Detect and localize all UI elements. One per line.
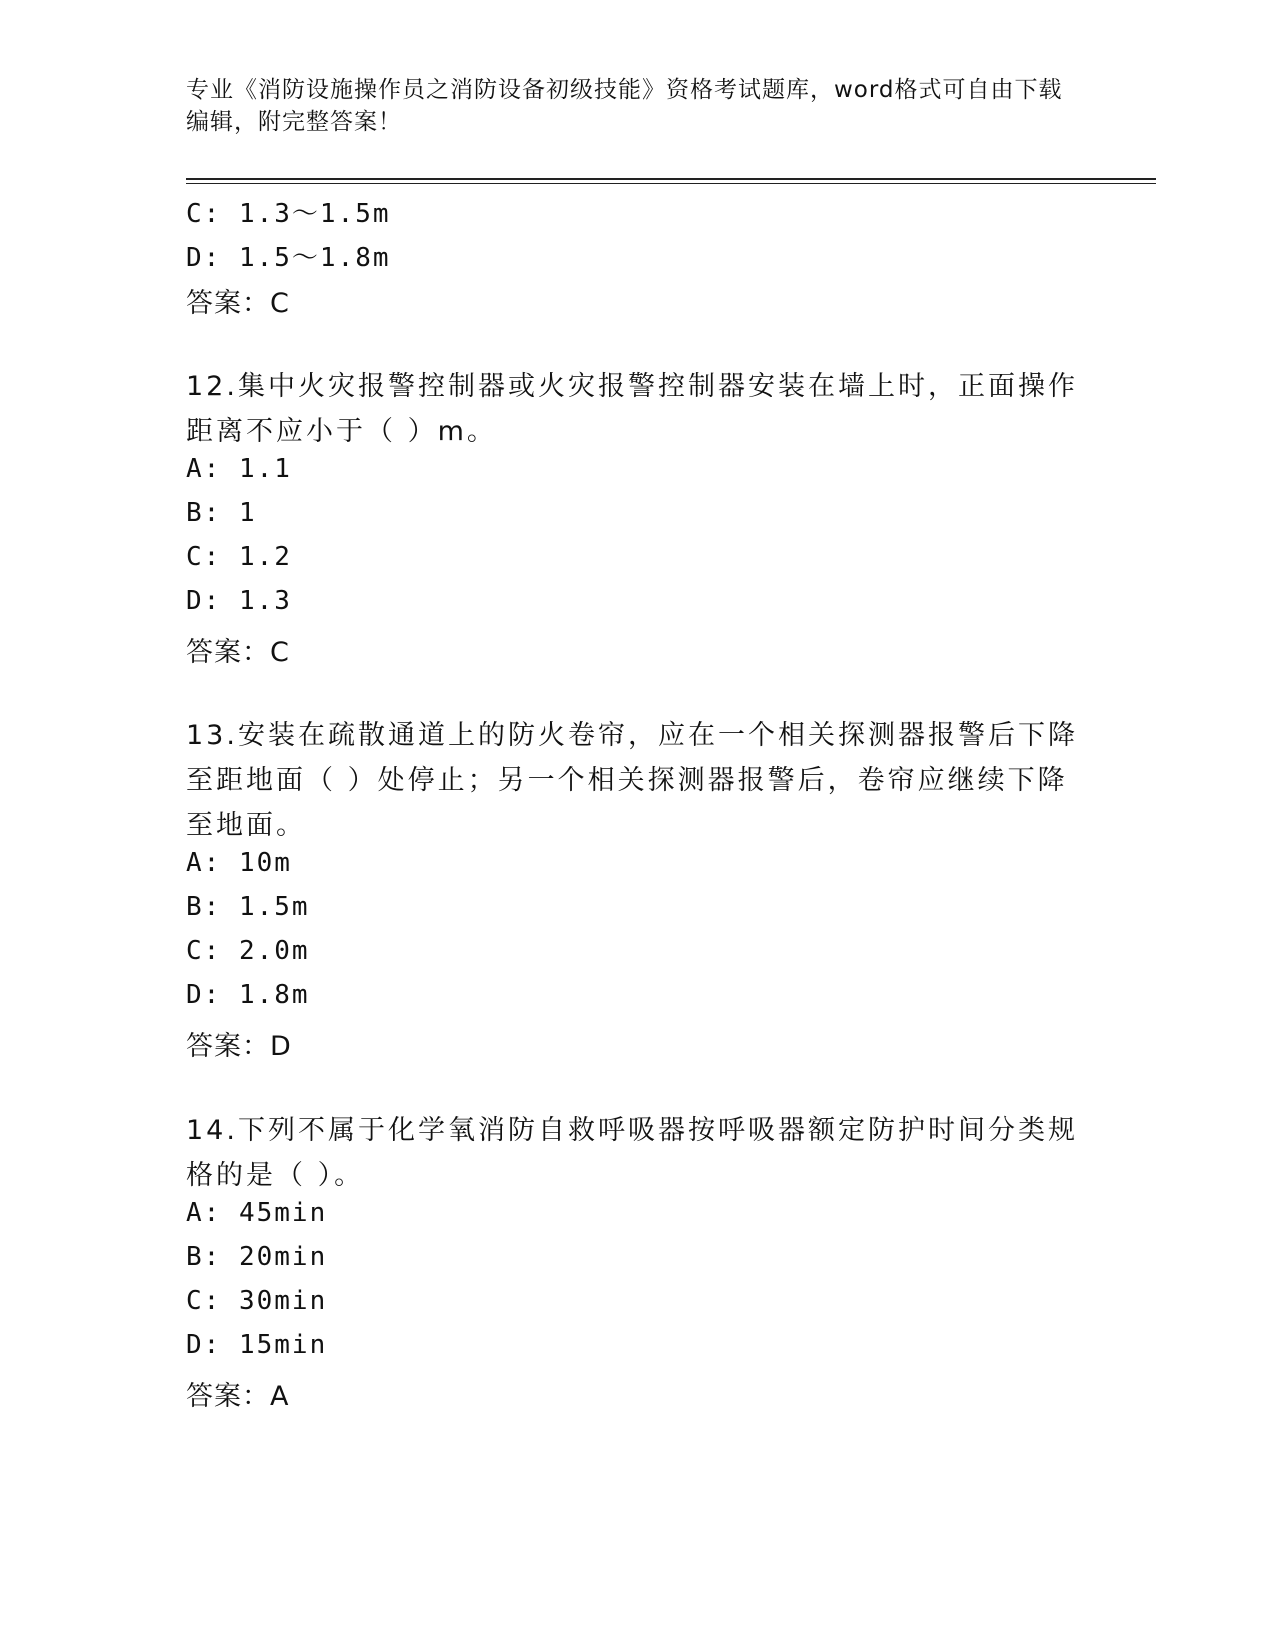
q13-answer: 答案：D [186,1031,292,1062]
answer: 答案：C [186,288,290,319]
option-c: C: 1.3～1.5m [186,199,391,229]
q12-option-c: C: 1.2 [186,542,292,572]
q13-option-d: D: 1.8m [186,980,310,1010]
question-12-stem: 12.集中火灾报警控制器或火灾报警控制器安装在墙上时，正面操作距离不应小于（ ）m。 [186,371,1078,447]
option-d: D: 1.5～1.8m [186,243,391,273]
page-header: 专业《消防设施操作员之消防设备初级技能》资格考试题库，word格式可自由下载编辑，附完整答案！ [186,77,1063,135]
q12-option-d: D: 1.3 [186,586,292,616]
q14-option-a: A: 45min [186,1198,328,1228]
q14-option-d: D: 15min [186,1330,328,1360]
q13-option-a: A: 10m [186,848,292,878]
q13-option-c: C: 2.0m [186,936,310,966]
header-rule-thin [186,183,1156,184]
q14-option-c: C: 30min [186,1286,328,1316]
q14-option-b: B: 20min [186,1242,328,1272]
header-rule-thick [186,178,1156,180]
question-13-stem: 13.安装在疏散通道上的防火卷帘，应在一个相关探测器报警后下降至距地面（ ）处停止；另一个相关探测器报警后，卷帘应继续下降至地面。 [186,720,1078,841]
q12-option-a: A: 1.1 [186,454,292,484]
question-14-stem: 14.下列不属于化学氧消防自救呼吸器按呼吸器额定防护时间分类规格的是（ ）。 [186,1115,1078,1191]
q12-option-b: B: 1 [186,498,257,528]
q14-answer: 答案：A [186,1381,290,1412]
q13-option-b: B: 1.5m [186,892,310,922]
q12-answer: 答案：C [186,637,290,668]
